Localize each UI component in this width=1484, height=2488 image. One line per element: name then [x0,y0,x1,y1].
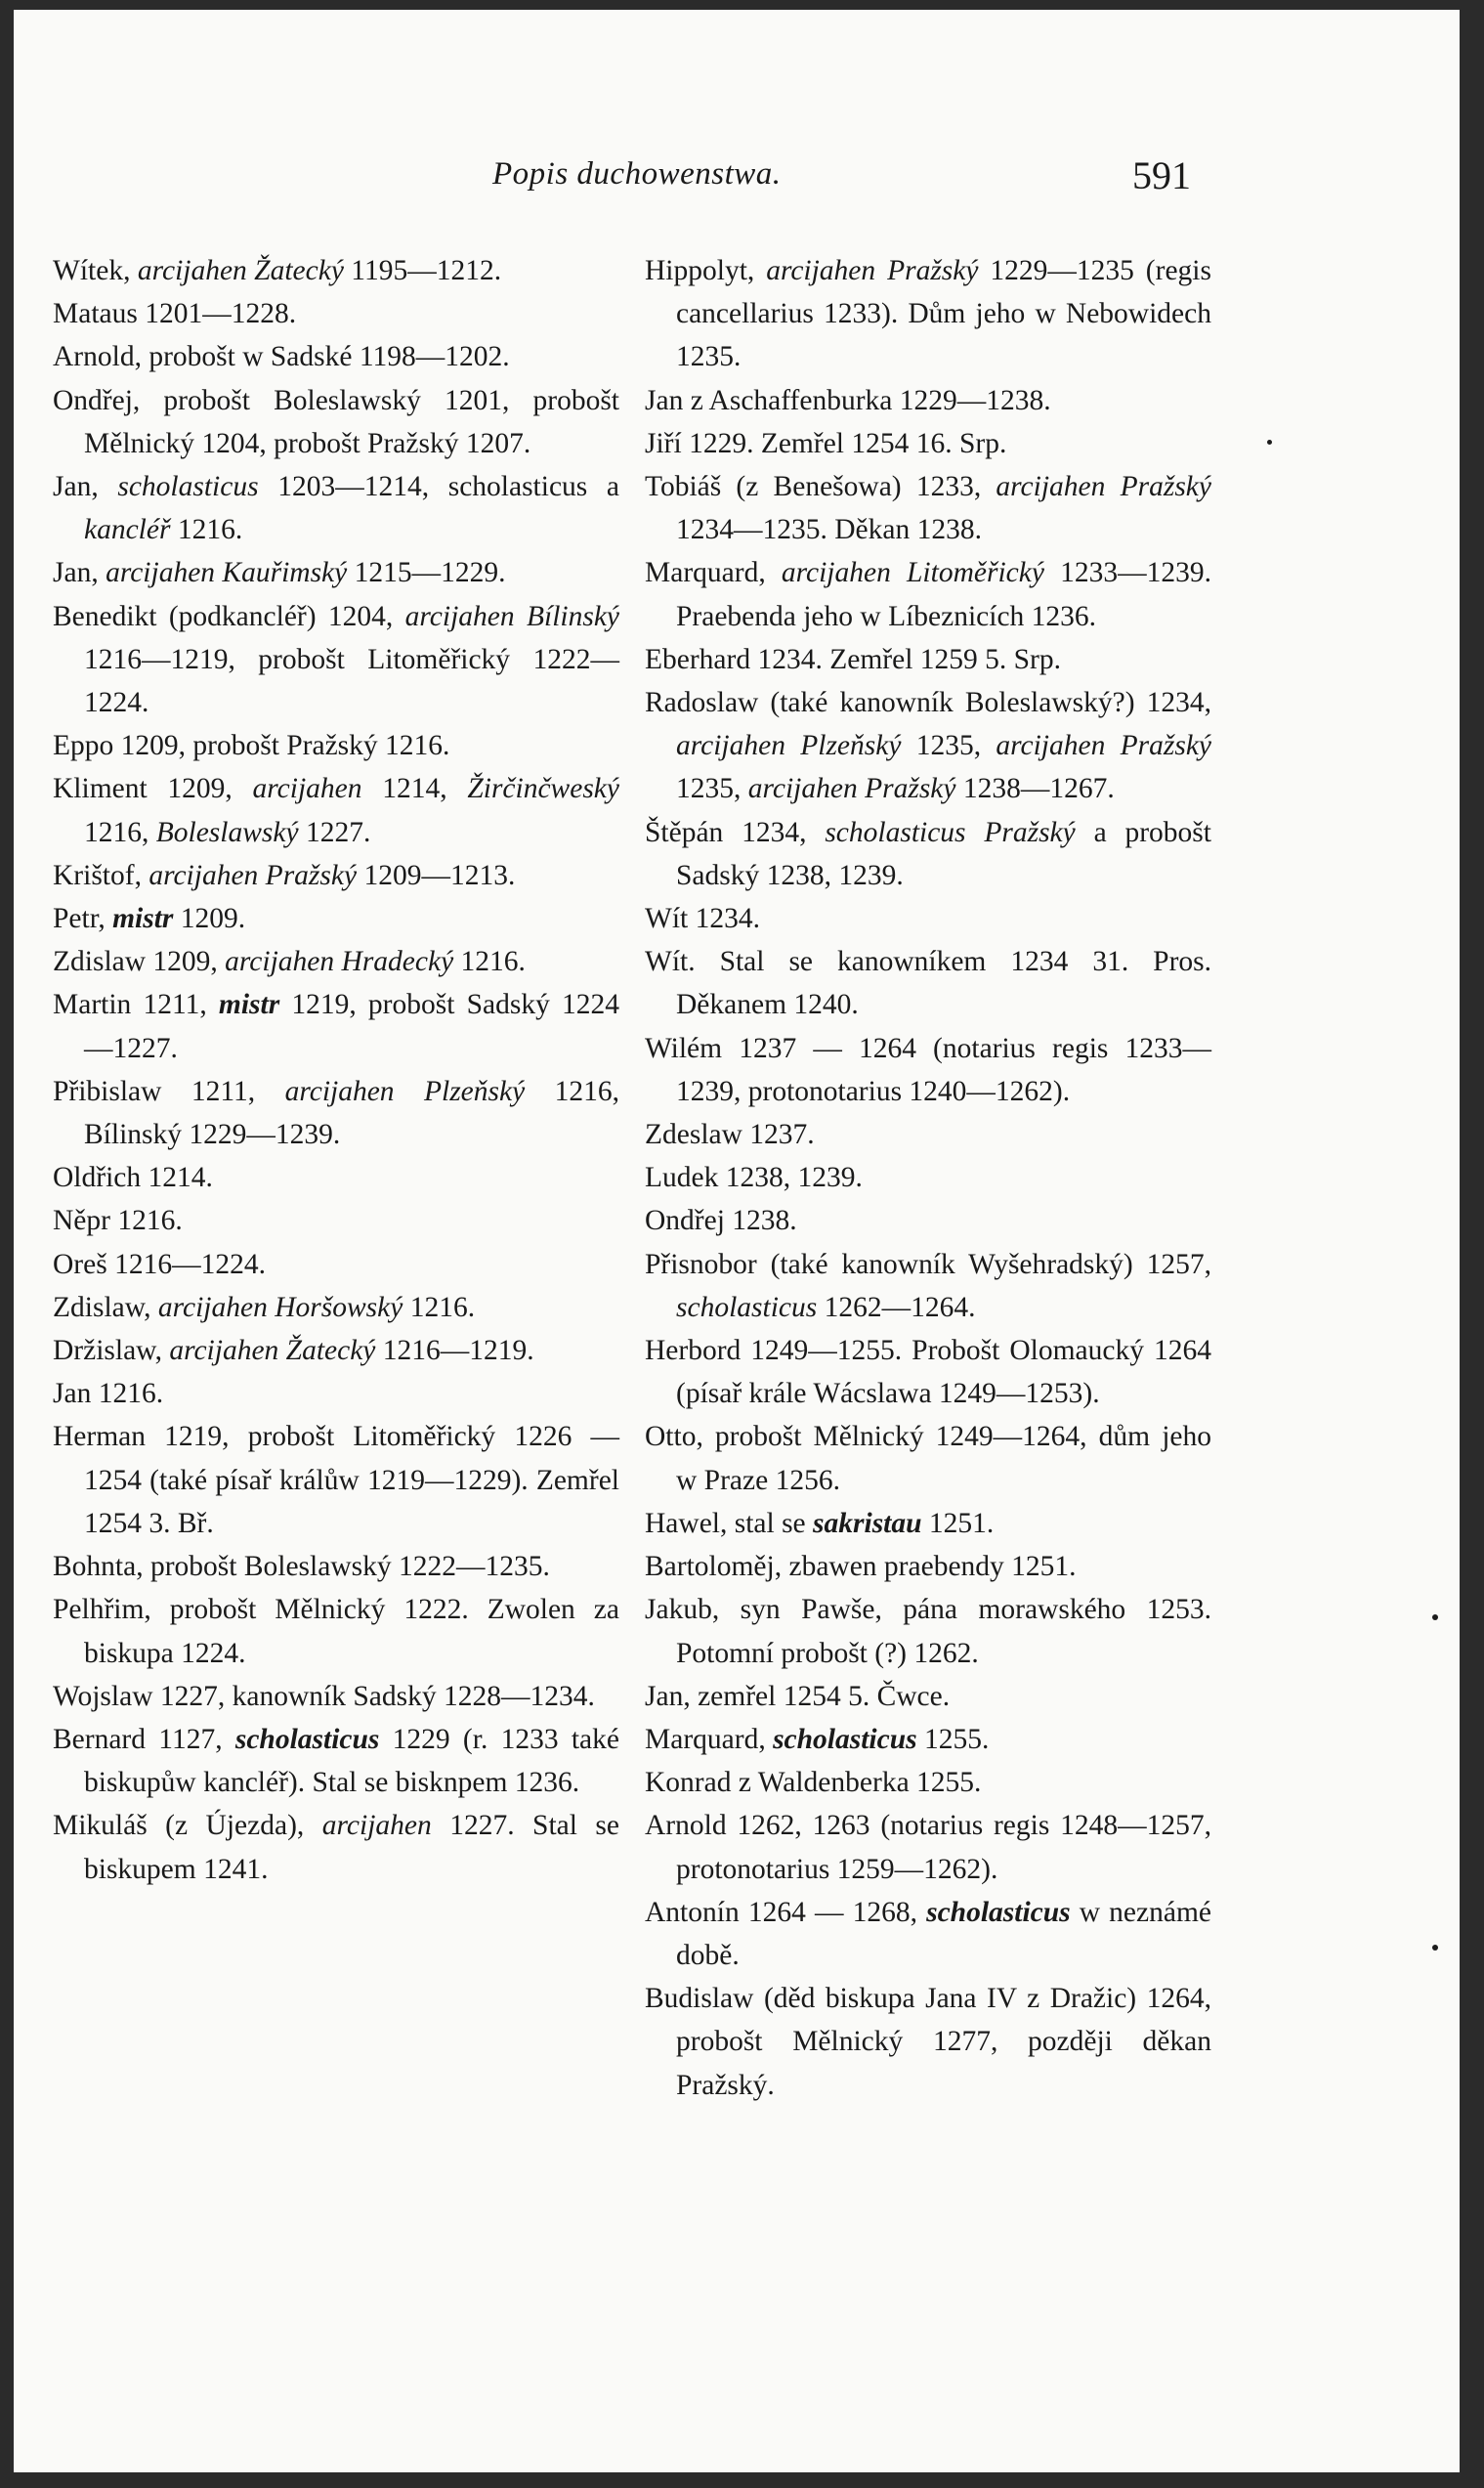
running-title: Popis duchowenstwa. [492,156,782,192]
register-entry [645,1977,1211,2107]
register-entry [645,249,1211,379]
entry-text: Hippolyt, [645,255,767,286]
emphasis-italic: arcijahen Žatecký [137,255,344,286]
entry-text: 1227. Stal se biskupem 1241. [84,1810,619,1885]
entry-text: 1216. [403,1291,476,1323]
emphasis-italic: scholasticus Pražský [825,816,1076,848]
entry-text: Petr, [53,903,113,935]
entry-text: 1209. [173,903,246,935]
left-column [53,249,619,1891]
entry-text: 1214, [361,773,468,805]
register-entry [645,1804,1211,1890]
entry-text: Jan, zemřel 1254 5. Čwce. [645,1680,951,1712]
register-entry [53,335,619,378]
page-number: 591 [1132,153,1191,197]
entry-text: Jan, [53,471,118,503]
register-entry [645,1199,1211,1242]
register-entry [645,1502,1211,1545]
entry-text: Jan z Aschaffenburka 1229—1238. [645,384,1051,416]
entry-text: Arnold 1262, 1263 (notarius regis 1248—1257, protonotarius 1259—1262). [645,1810,1211,1885]
emphasis-italic: arcijahen Horšowský [157,1291,403,1323]
entry-text: Krištof, [53,859,149,891]
emphasis-bold: mistr [112,903,174,935]
register-entry [645,379,1211,422]
entry-text: Přisnobor (také kanowník Wyšehradský) 1257, [645,1248,1211,1280]
entry-text: Jiří 1229. Zemřel 1254 16. Srp. [645,427,1007,459]
entry-text: Eppo 1209, probošt Pražský 1216. [53,730,450,762]
emphasis-italic: arcijahen Bílinský [404,600,620,632]
emphasis-italic: arcijahen Plzeňský [284,1075,526,1107]
emphasis-italic: arcijahen Žatecký [169,1335,376,1367]
register-entry [645,1545,1211,1588]
entry-text: Arnold, probošt w Sadské 1198—1202. [53,341,510,373]
entry-text: Martin 1211, [53,989,219,1021]
register-entry [53,465,619,551]
emphasis-italic: arcijahen Pražský [747,773,956,805]
entry-text: Wít 1234. [645,903,760,935]
register-entry [645,1718,1211,1761]
entry-text: 1251. [921,1507,995,1539]
register-entry [53,1243,619,1286]
register-entry [645,1415,1211,1501]
entry-text: Marquard, [645,1723,774,1755]
register-entry [645,1027,1211,1113]
entry-text: Antonín 1264 — 1268, [645,1896,927,1928]
register-entry [53,249,619,292]
emphasis-italic: Boleslawský [155,816,299,848]
entry-text: Držislaw, [53,1335,170,1367]
emphasis-bold: mistr [218,989,280,1021]
register-entry [53,983,619,1069]
entry-text: 1255. [916,1723,990,1755]
entry-text: Eberhard 1234. Zemřel 1259 5. Srp. [645,643,1062,675]
register-entry [53,1199,619,1242]
entry-text: Zdislaw, [53,1291,158,1323]
register-entry [53,1675,619,1718]
register-entry [645,1156,1211,1199]
entry-text: Wítek, [53,255,138,286]
emphasis-italic: arcijahen Litoměřický [781,557,1044,589]
register-entry [645,1243,1211,1329]
register-entry [645,940,1211,1026]
register-entry [53,595,619,725]
entry-text: Ludek 1238, 1239. [645,1162,863,1194]
emphasis-italic: arcijahen Hradecký [225,946,454,978]
entry-text: Zdislaw 1209, [53,946,226,978]
entry-text: Budislaw (děd biskupa Jana IV z Dražic) 1264, probošt Mělnický 1277, později děkan Pražský. [645,1983,1211,2101]
entry-text: Štěpán 1234, [645,816,826,848]
emphasis-italic: scholasticus [117,471,259,503]
entry-text: 1215—1229. [347,557,506,589]
entry-text: Bernard 1127, [53,1723,235,1755]
emphasis-italic: arcijahen [252,773,362,805]
emphasis-italic: arcijahen Pražský [766,255,979,286]
entry-text: 1195—1212. [343,255,502,286]
register-entry [645,1113,1211,1156]
entry-text: 1216—1219. [375,1335,534,1367]
ink-speck [1267,440,1272,445]
register-entry [53,1372,619,1415]
right-column [645,249,1211,2107]
emphasis-bold: scholasticus [773,1723,917,1755]
entry-text: Tobiáš (z Benešowa) 1233, [645,471,996,503]
entry-text: Zdeslaw 1237. [645,1119,815,1151]
entry-text: Benedikt (podkancléř) 1204, [53,600,405,632]
entry-text: Ondřej, probošt Boleslawský 1201, probošt Mělnický 1204, probošt Pražský 1207. [53,384,619,459]
register-entry [53,1329,619,1372]
register-entry [53,1545,619,1588]
register-entry [53,940,619,983]
entry-text: 1203—1214, scholasticus a [258,471,620,503]
entry-text: Wojslaw 1227, kanowník Sadský 1228—1234. [53,1680,595,1712]
register-entry [53,1804,619,1890]
register-entry [53,897,619,940]
entry-text: Otto, probošt Mělnický 1249—1264, dům jeho w Praze 1256. [645,1421,1211,1496]
emphasis-italic: kancléř [84,514,171,546]
entry-text: 1235, [676,773,748,805]
entry-text: w neznámé době. [676,1896,1212,1971]
register-entry [53,1415,619,1545]
register-entry [645,681,1211,811]
entry-text: Hawel, stal se [645,1507,814,1539]
entry-text: Ondřej 1238. [645,1205,797,1237]
register-entry [53,1156,619,1199]
emphasis-bold: scholasticus [234,1723,380,1755]
entry-text: Radoslaw (také kanowník Boleslawský?) 1234, [645,687,1211,719]
register-entry [53,551,619,594]
entry-text: 1209—1213. [357,859,516,891]
emphasis-italic: scholasticus [676,1291,818,1323]
entry-text: Jan 1216. [53,1378,164,1410]
register-entry [53,767,619,853]
emphasis-italic: arcijahen [321,1810,432,1842]
register-entry [645,1588,1211,1674]
emphasis-italic: arcijahen Pražský [996,471,1211,503]
register-entry [53,1286,619,1329]
entry-text: 1233—1239. Praebenda jeho w Líbeznicích 1236. [676,557,1211,632]
register-entry [645,1675,1211,1718]
register-entry [53,1070,619,1156]
register-entry [53,724,619,767]
entry-text: Bartoloměj, zbawen praebendy 1251. [645,1551,1077,1583]
register-entry [53,1588,619,1674]
entry-text: 1229—1235 (regis cancellarius 1233). Dům jeho w Nebowidech 1235. [676,255,1211,373]
register-entry [645,1761,1211,1804]
entry-text: Mataus 1201—1228. [53,298,297,330]
entry-text: a probošt Sadský 1238, 1239. [676,816,1211,891]
emphasis-italic: arcijahen Pražský [148,859,358,891]
entry-text: Jan, [53,557,106,589]
register-entry [645,551,1211,637]
emphasis-italic: arcijahen Plzeňský [676,730,902,762]
register-entry [645,811,1211,897]
entry-text: Kliment 1209, [53,773,253,805]
emphasis-italic: arcijahen Pražský [996,730,1212,762]
register-entry [645,638,1211,681]
register-entry [645,465,1211,551]
entry-text: Přibislaw 1211, [53,1075,285,1107]
entry-text: 1262—1264. [817,1291,976,1323]
entry-text: Bohnta, probošt Boleslawský 1222—1235. [53,1551,550,1583]
entry-text: 1216. [453,946,526,978]
entry-text: Oreš 1216—1224. [53,1248,266,1280]
entry-text: Wilém 1237 — 1264 (notarius regis 1233—1239, protonotarius 1240—1262). [645,1032,1211,1107]
entry-text: Mikuláš (z Újezda), [53,1810,322,1842]
entry-text: 1219, probošt Sadský 1224—1227. [84,989,619,1064]
entry-text: 1216, Bílinský 1229—1239. [84,1075,620,1151]
register-entry [53,292,619,335]
entry-text: 1234—1235. Děkan 1238. [676,514,982,546]
register-entry [53,379,619,465]
entry-text: Herman 1219, probošt Litoměřický 1226 — 1254 (také písař králůw 1219—1229). Zemřel 1254 3. Bř. [53,1421,619,1539]
book-page [14,10,1460,2472]
ink-speck [1432,1945,1438,1951]
register-entry [645,422,1211,465]
entry-text: Marquard, [645,557,782,589]
emphasis-bold: scholasticus [926,1896,1071,1928]
entry-text: Pelhřim, probošt Mělnický 1222. Zwolen za biskupa 1224. [53,1594,619,1669]
entry-text: 1216, [84,816,156,848]
entry-text: 1238—1267. [955,773,1115,805]
entry-text: 1227. [298,816,371,848]
emphasis-italic: arcijahen Kauřimský [106,557,348,589]
register-entry [645,1329,1211,1415]
entry-text: 1229 (r. 1233 také biskupůw kancléř). Stal se bisknpem 1236. [84,1723,619,1799]
entry-text: Konrad z Waldenberka 1255. [645,1767,982,1799]
entry-text: Jakub, syn Pawše, pána morawského 1253. Potomní probošt (?) 1262. [645,1594,1211,1669]
entry-text: Herbord 1249—1255. Probošt Olomaucký 1264 (písař krále Wácslawa 1249—1253). [645,1335,1211,1410]
entry-text: Wít. Stal se kanowníkem 1234 31. Pros. Děkanem 1240. [645,946,1211,1021]
entry-text: 1216. [170,514,243,546]
entry-text: Něpr 1216. [53,1205,183,1237]
register-entry [645,897,1211,940]
entry-text: 1216—1219, probošt Litoměřický 1222—1224. [84,643,619,719]
register-entry [645,1891,1211,1977]
register-entry [53,854,619,897]
emphasis-italic: Žirčinčweský [467,773,619,805]
register-entry [53,1718,619,1804]
entry-text: Oldřich 1214. [53,1162,213,1194]
ink-speck [1432,1614,1438,1620]
page-header [14,153,1460,215]
emphasis-bold: sakristau [813,1507,922,1539]
entry-text: 1235, [901,730,996,762]
